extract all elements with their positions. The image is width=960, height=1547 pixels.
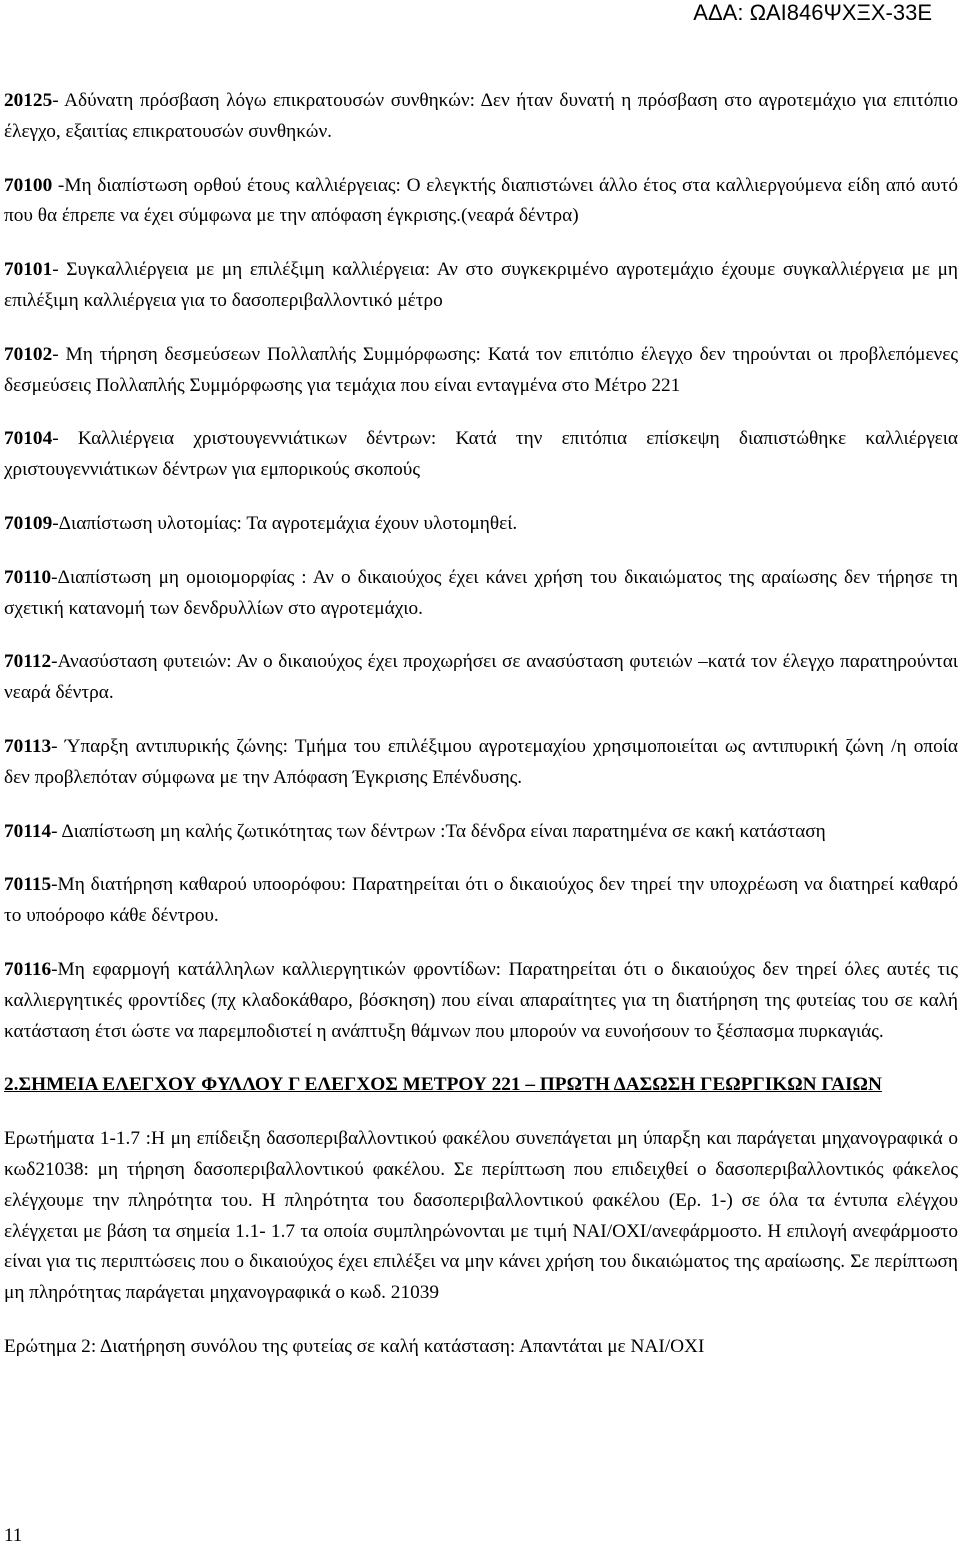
paragraph-70116 (4, 955, 958, 1047)
paragraph-70104 (4, 424, 958, 486)
code-label: 20125 (4, 90, 53, 111)
code-label: 70101 (4, 259, 53, 281)
paragraph-70110 (4, 563, 958, 625)
paragraph-text: -Μη διαπίστωση ορθού έτους καλλιέργειας: Ο ελεγκτής διαπιστώνει άλλο έτος στα καλλιεργούμενα είδη από αυτό που θα έπρεπε να έχει σύμφωνα με την απόφαση έγκρισης.(νεαρά δέντρα) (4, 174, 958, 227)
page-number: 11 (4, 1525, 23, 1546)
document-body (4, 86, 958, 1363)
code-label: 70104 (4, 428, 53, 450)
paragraph-70109 (4, 509, 958, 540)
paragraph-text: - Καλλιέργεια χριστουγεννιάτικων δέντρων: Κατά την επιτόπια επίσκεψη διαπιστώθηκε καλλιέργεια χριστουγεννιάτικων δέντρων για εμπορικούς σκοπούς (4, 428, 958, 481)
paragraph-20125 (4, 86, 958, 148)
code-label: 70102 (4, 343, 53, 365)
code-label: 70113 (4, 735, 52, 757)
paragraph-text: -Διαπίστωση υλοτομίας: Τα αγροτεμάχια έχουν υλοτομηθεί. (52, 512, 518, 534)
paragraph-70115 (4, 870, 958, 932)
paragraph-text: -Μη εφαρμογή κατάλληλων καλλιεργητικών φροντίδων: Παρατηρείται ότι ο δικαιούχος δεν τηρεί όλες αυτές τις καλλιεργητικές φροντίδες (πχ κλαδοκάθαρο, βόσκηση) που είναι απαραίτητες για τη διατήρηση της φυτείας του σε καλή κατάσταση έτσι ώστε να παρεμποδιστεί η ανάπτυξη θάμνων που μπορούν να ευνοήσουν το ξέσπασμα πυρκαγιάς. (4, 958, 958, 1042)
question-2-paragraph: Ερώτημα 2: Διατήρηση συνόλου της φυτείας σε καλή κατάσταση: Απαντάται με ΝΑΙ/ΟΧΙ (4, 1335, 705, 1357)
paragraph-70101 (4, 255, 958, 317)
questions-1-paragraph: Ερωτήματα 1-1.7 :Η μη επίδειξη δασοπεριβαλλοντικού φακέλου συνεπάγεται μη ύπαρξη και παράγεται μηχανογραφικά ο κωδ21038: μη τήρηση δασοπεριβαλλοντικού φακέλου. Σε περίπτωση που επιδειχθεί ο δασοπεριβαλλοντικός φάκελος ελέγχουμε την πληρότητα του. Η πληρότητα του δασοπεριβαλλοντικού φακέλου (Ερ. 1-) σε όλα τα έντυπα ελέγχου ελέγχεται με βάση τα σημεία 1.1- 1.7 τα οποία συμπληρώνονται με τιμή ΝΑΙ/ΟΧΙ/ανεφάρμοστο. Η επιλογή ανεφάρμοστο είναι για τις περιπτώσεις που ο δικαιούχος έχει επιλέξει να μην κάνει χρήση του δικαιώματος της αραίωσης. Σε περίπτωση μη πληρότητας παράγεται μηχανογραφικά ο κωδ. 21039 (4, 1128, 958, 1304)
code-label: 70112 (4, 651, 52, 673)
paragraph-text: - Διαπίστωση μη καλής ζωτικότητας των δέντρων :Τα δένδρα είναι παρατημένα σε κακή κατάσταση (51, 820, 826, 842)
paragraph-70102 (4, 340, 958, 402)
paragraph-text: - Αδύνατη πρόσβαση λόγω επικρατουσών συνθηκών: Δεν ήταν δυνατή η πρόσβαση στο αγροτεμάχιο για επιτόπιο έλεγχο, εξαιτίας επικρατουσών συνθηκών. (4, 90, 958, 142)
paragraph-text: -Ανασύσταση φυτειών: Αν ο δικαιούχος έχει προχωρήσει σε ανασύσταση φυτειών –κατά τον έλεγχο παρατηρούνται νεαρά δέντρα. (4, 651, 958, 704)
paragraph-text: - Συγκαλλιέργεια με μη επιλέξιμη καλλιέργεια: Αν στο συγκεκριμένο αγροτεμάχιο έχουμε συγκαλλιέργεια με μη επιλέξιμη καλλιέργεια για το δασοπεριβαλλοντικό μέτρο (4, 259, 958, 311)
paragraph-70114 (4, 817, 958, 848)
paragraph-text: -Μη διατήρηση καθαρού υποορόφου: Παρατηρείται ότι ο δικαιούχος δεν τηρεί την υποχρέωση να διατηρεί καθαρό το υποόροφο κάθε δέντρου. (4, 874, 958, 927)
paragraph-70100 (4, 171, 958, 233)
code-label: 70114 (4, 820, 52, 842)
code-label: 70116 (4, 958, 52, 980)
document-id: ΑΔΑ: ΩΑΙ846ΨΧΞΧ-33Ε (693, 0, 932, 25)
paragraph-70113 (4, 732, 958, 794)
section-title: 2.ΣΗΜΕΙΑ ΕΛΕΓΧΟΥ ΦΥΛΛΟΥ Γ ΕΛΕΓΧΟΣ ΜΕΤΡΟΥ 221 – ΠΡΩΤΗ ΔΑΣΩΣΗ ΓΕΩΡΓΙΚΩΝ ΓΑΙΩΝ (4, 1074, 882, 1096)
code-label: 70115 (4, 874, 52, 896)
paragraph-text: - Ύπαρξη αντιπυρικής ζώνης: Τμήμα του επιλέξιμου αγροτεμαχίου χρησιμοποιείται ως αντιπυρική ζώνη /η οποία δεν προβλεπόταν σύμφωνα με την Απόφαση Έγκρισης Επένδυσης. (4, 735, 958, 788)
code-label: 70100 (4, 174, 53, 196)
paragraph-70112 (4, 647, 958, 709)
code-label: 70110 (4, 566, 52, 588)
paragraph-text: -Διαπίστωση μη ομοιομορφίας : Αν ο δικαιούχος έχει κάνει χρήση του δικαιώματος της αραίωσης δεν τήρησε τη σχετική κατανομή των δενδρυλλίων στο αγροτεμάχιο. (4, 566, 958, 619)
code-label: 70109 (4, 512, 53, 534)
paragraph-text: - Μη τήρηση δεσμεύσεων Πολλαπλής Συμμόρφωσης: Κατά τον επιτόπιο έλεγχο δεν τηρούνται οι προβλεπόμενες δεσμεύσεις Πολλαπλής Συμμόρφωσης για τεμάχια που είναι ενταγμένα στο Μέτρο 221 (4, 343, 958, 396)
